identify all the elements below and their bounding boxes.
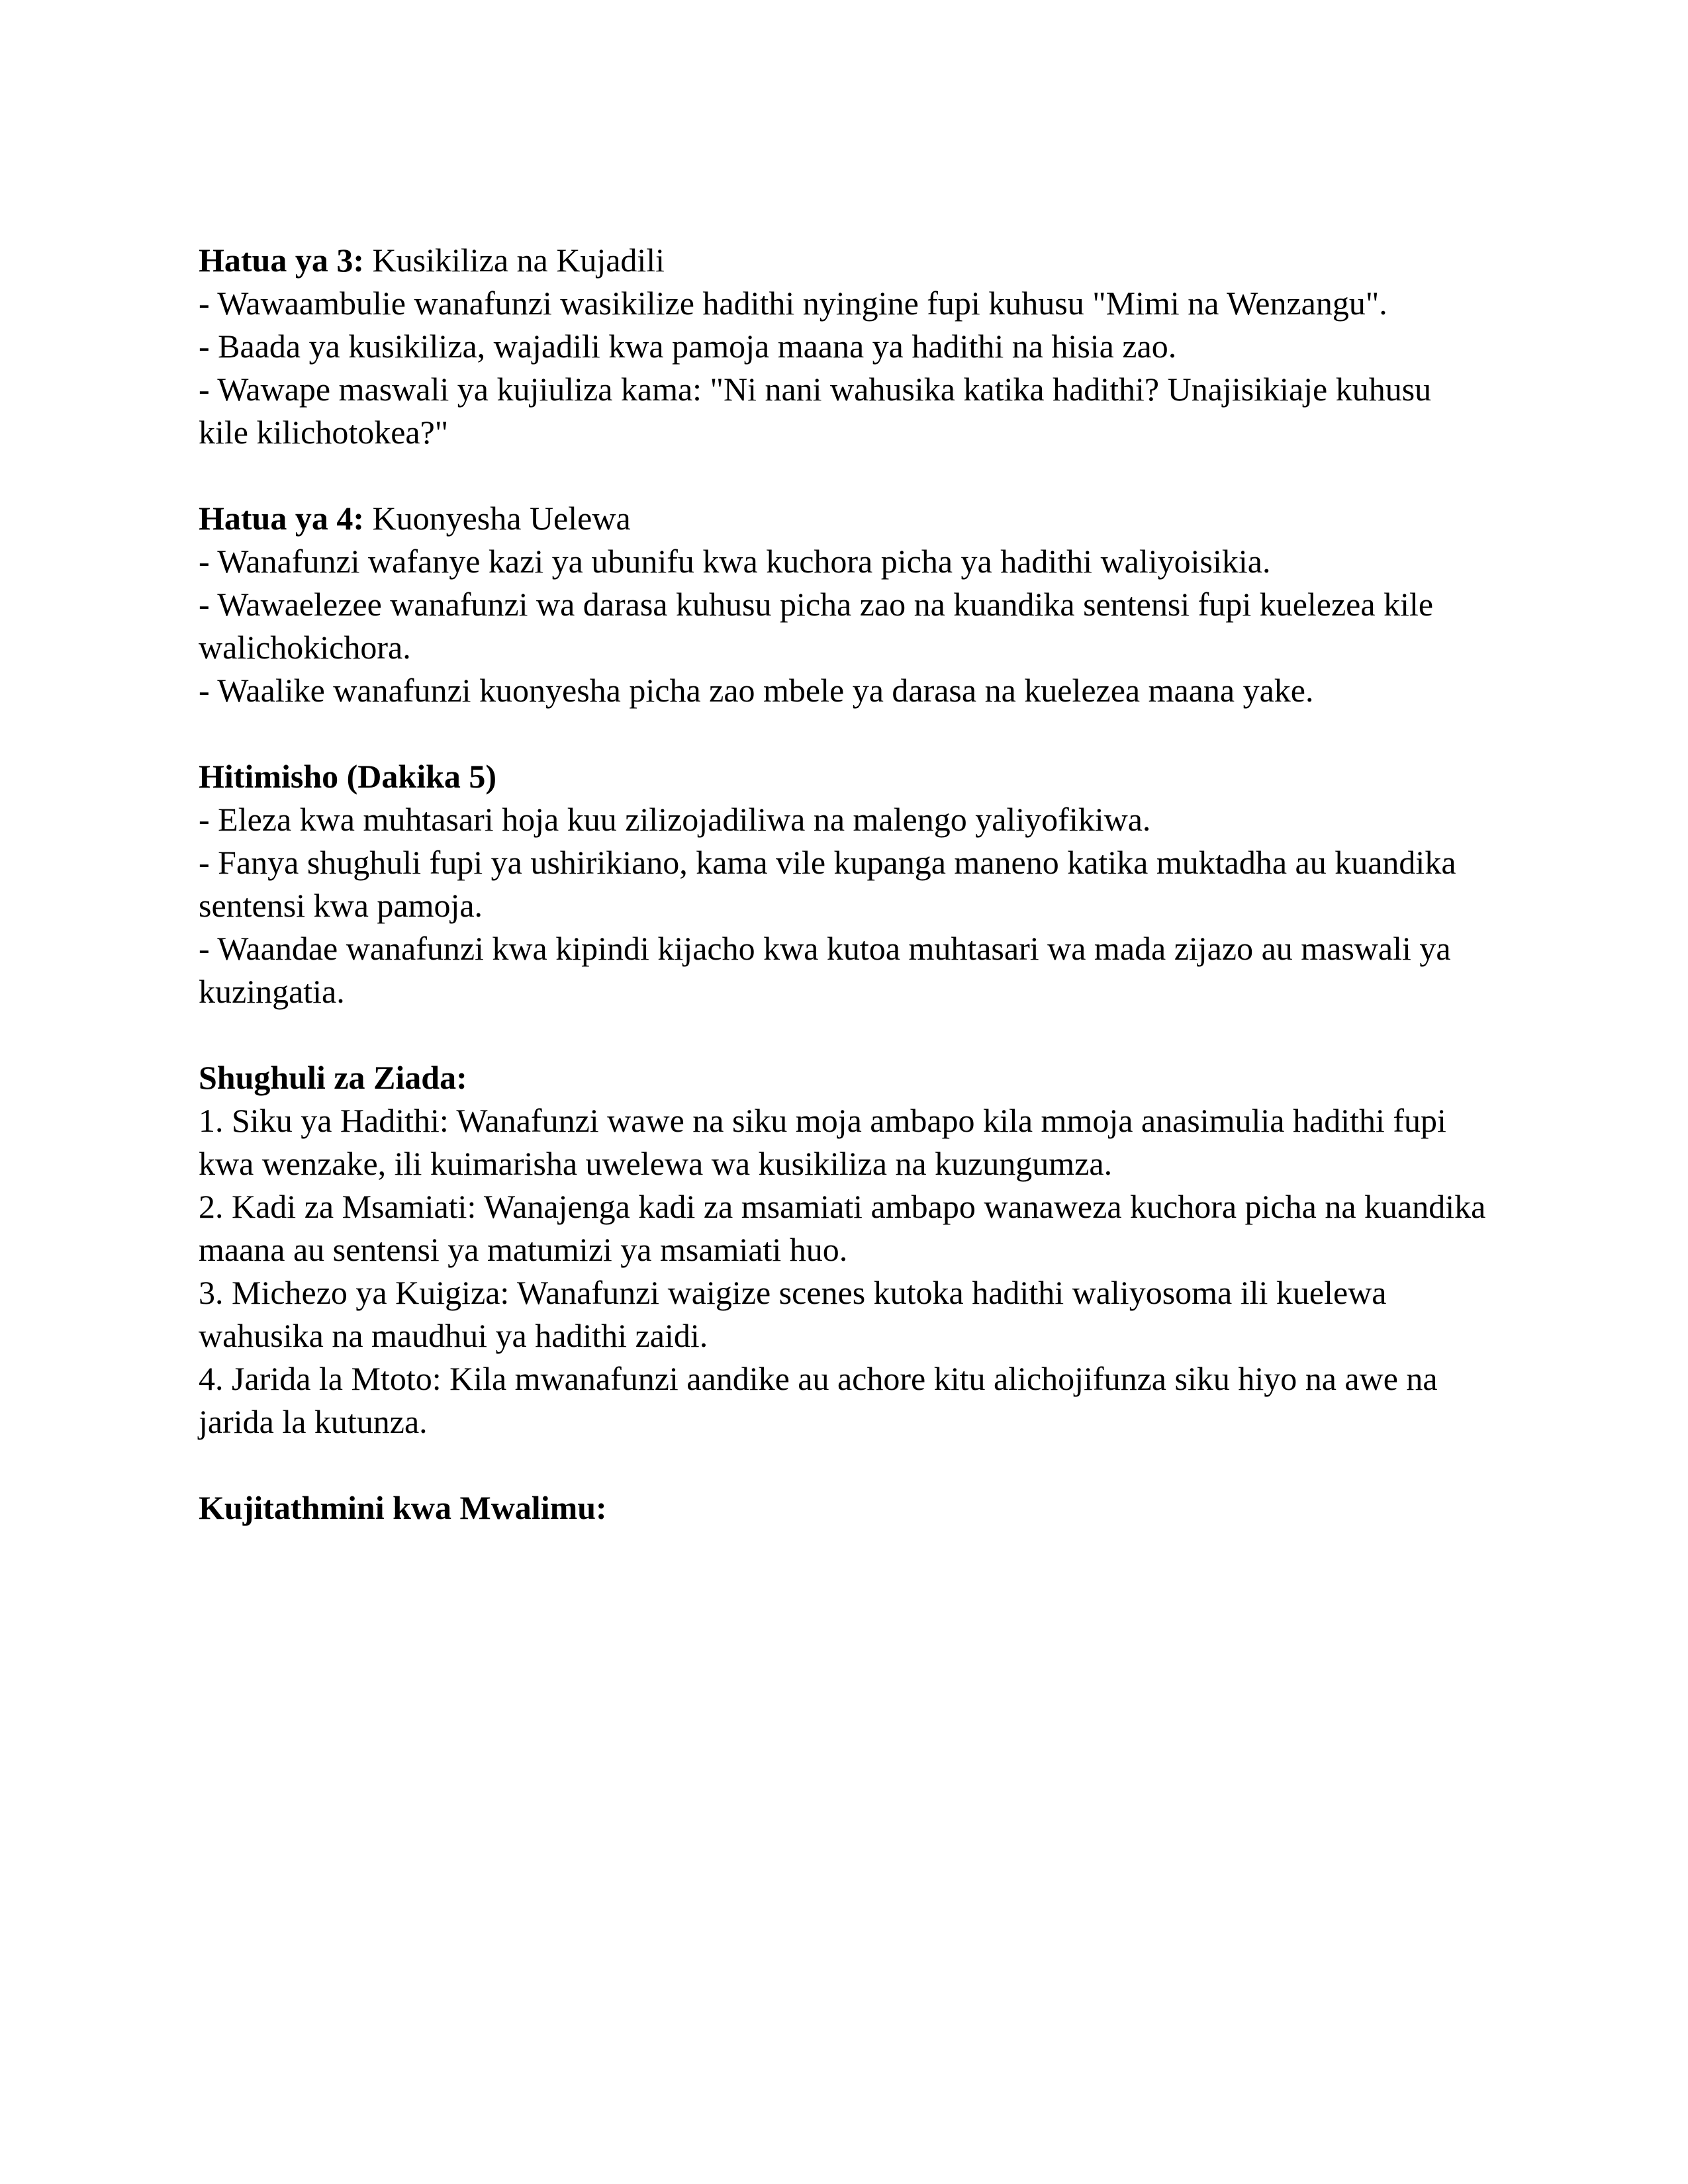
section-lines bbox=[199, 540, 1489, 712]
section-heading bbox=[199, 497, 1489, 540]
text-line: 2. Kadi za Msamiati: Wanajenga kadi za msamiati ambapo wanaweza kuchora picha na kuandika bbox=[199, 1188, 1486, 1225]
section-lines bbox=[199, 282, 1489, 454]
document-section bbox=[199, 239, 1489, 454]
text-line: - Wanafunzi wafanye kazi ya ubunifu kwa kuchora picha ya hadithi waliyoisikia. bbox=[199, 543, 1271, 580]
text-line: - Waalike wanafunzi kuonyesha picha zao mbele ya darasa na kuelezea maana yake. bbox=[199, 672, 1314, 709]
text-line: - Fanya shughuli fupi ya ushirikiano, kama vile kupanga maneno katika muktadha au kuandika bbox=[199, 844, 1456, 881]
document-content bbox=[199, 239, 1489, 1572]
section-lines bbox=[199, 1099, 1489, 1443]
text-line: wahusika na maudhui ya hadithi zaidi. bbox=[199, 1317, 708, 1354]
section-heading bbox=[199, 755, 1489, 798]
text-line: 1. Siku ya Hadithi: Wanafunzi wawe na siku moja ambapo kila mmoja anasimulia hadithi fupi bbox=[199, 1102, 1446, 1139]
text-line: - Waandae wanafunzi kwa kipindi kijacho kwa kutoa muhtasari wa mada zijazo au maswali ya bbox=[199, 930, 1451, 967]
text-line: kuzingatia. bbox=[199, 973, 345, 1010]
section-heading bbox=[199, 1056, 1489, 1099]
section-lines bbox=[199, 798, 1489, 1013]
text-line: maana au sentensi ya matumizi ya msamiati huo. bbox=[199, 1231, 848, 1268]
text-line: 3. Michezo ya Kuigiza: Wanafunzi waigize scenes kutoka hadithi waliyosoma ili kuelewa bbox=[199, 1274, 1387, 1311]
text-line: - Baada ya kusikiliza, wajadili kwa pamoja maana ya hadithi na hisia zao. bbox=[199, 328, 1177, 365]
document-section bbox=[199, 755, 1489, 1013]
document-section bbox=[199, 497, 1489, 712]
section-heading-bold: Hitimisho (Dakika 5) bbox=[199, 758, 497, 795]
section-heading-bold: Kujitathmini kwa Mwalimu: bbox=[199, 1489, 607, 1526]
text-line: - Wawape maswali ya kujiuliza kama: "Ni nani wahusika katika hadithi? Unajisikiaje kuhusu bbox=[199, 371, 1432, 408]
section-heading bbox=[199, 239, 1489, 282]
text-line: kwa wenzake, ili kuimarisha uwelewa wa kusikiliza na kuzungumza. bbox=[199, 1145, 1113, 1182]
text-line: - Wawaambulie wanafunzi wasikilize hadithi nyingine fupi kuhusu "Mimi na Wenzangu". bbox=[199, 285, 1387, 322]
text-line: sentensi kwa pamoja. bbox=[199, 887, 483, 924]
text-line: - Wawaelezee wanafunzi wa darasa kuhusu picha zao na kuandika sentensi fupi kuelezea kile bbox=[199, 586, 1434, 623]
section-heading-bold: Hatua ya 3: bbox=[199, 242, 364, 279]
document-section bbox=[199, 1056, 1489, 1443]
section-heading-normal: Kusikiliza na Kujadili bbox=[364, 242, 665, 279]
section-heading bbox=[199, 1486, 1489, 1529]
text-line: jarida la kutunza. bbox=[199, 1403, 428, 1440]
text-line: 4. Jarida la Mtoto: Kila mwanafunzi aandike au achore kitu alichojifunza siku hiyo na awe na bbox=[199, 1360, 1438, 1397]
text-line: - Eleza kwa muhtasari hoja kuu zilizojadiliwa na malengo yaliyofikiwa. bbox=[199, 801, 1151, 838]
document-section bbox=[199, 1486, 1489, 1529]
section-heading-bold: Hatua ya 4: bbox=[199, 500, 364, 537]
text-line: kile kilichotokea?" bbox=[199, 414, 449, 451]
text-line: walichokichora. bbox=[199, 629, 411, 666]
section-heading-normal: Kuonyesha Uelewa bbox=[364, 500, 631, 537]
section-heading-bold: Shughuli za Ziada: bbox=[199, 1059, 467, 1096]
